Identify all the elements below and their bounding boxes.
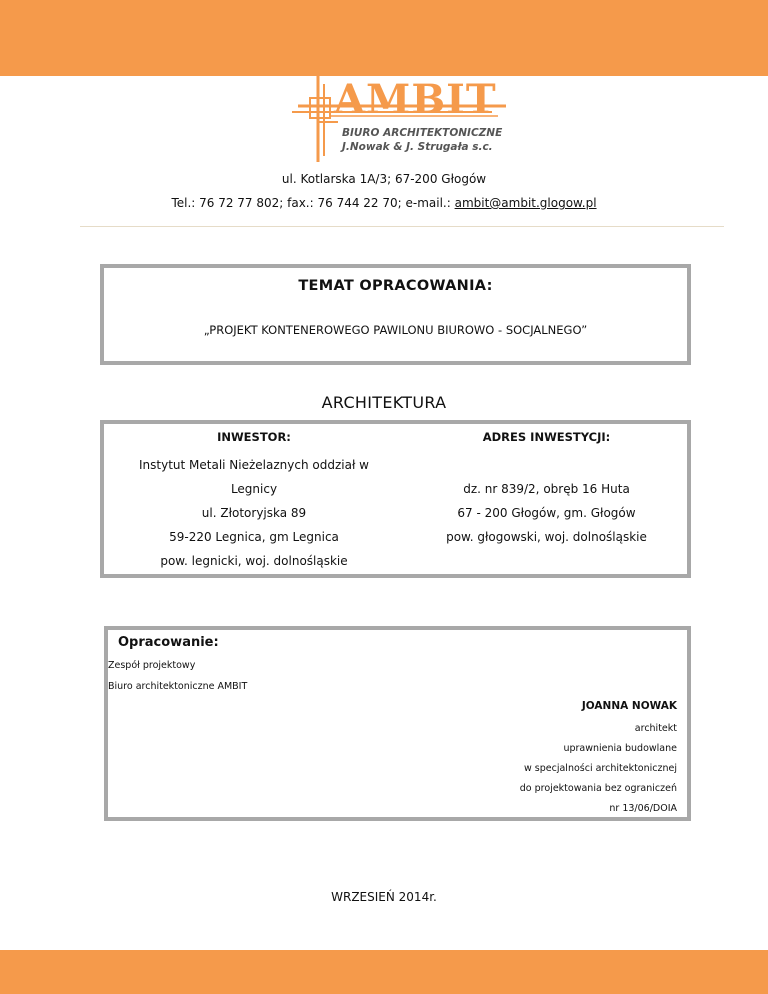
bottom-orange-band — [0, 950, 768, 994]
preparation-title: Opracowanie: — [118, 635, 219, 650]
header-divider — [80, 226, 724, 227]
investment-address-line: dz. nr 839/2, obręb 16 Huta — [463, 482, 630, 496]
design-office: Biuro architektoniczne AMBIT — [108, 681, 248, 692]
investor-line: Legnicy — [230, 482, 278, 496]
investor-line: Instytut Metali Nieżelaznych oddział w — [139, 458, 369, 472]
investor-column — [104, 424, 404, 574]
contact-phone-fax: Tel.: 76 72 77 802; fax.: 76 744 22 70; e-mail.: — [171, 196, 455, 210]
investor-box — [100, 420, 691, 578]
architect-credential: do projektowania bez ograniczeń — [519, 783, 677, 794]
investment-address-line: pow. głogowski, woj. dolnośląskie — [446, 530, 647, 544]
logo-owners: J.Nowak & J. Strugała s.c. — [342, 141, 493, 153]
architect-credential: architekt — [634, 723, 677, 734]
architect-name: JOANNA NOWAK — [581, 700, 677, 712]
email-link[interactable]: ambit@ambit.glogow.pl — [454, 196, 597, 210]
document-date: WRZESIEŃ 2014r. — [331, 890, 437, 904]
preparation-box — [104, 626, 691, 821]
design-team: Zespół projektowy — [108, 660, 196, 671]
logo-brand-name: AMBIT — [334, 76, 497, 123]
investor-line: ul. Złotoryjska 89 — [201, 506, 307, 520]
office-contact — [0, 196, 768, 210]
topic-subject: „PROJEKT KONTENEROWEGO PAWILONU BIUROWO - SOCJALNEGO” — [203, 323, 588, 337]
investor-line: pow. legnicki, woj. dolnośląskie — [160, 554, 348, 568]
license-number: nr 13/06/DOIA — [609, 803, 677, 814]
section-title: ARCHITEKTURA — [321, 393, 447, 412]
architect-credential: w specjalności architektonicznej — [524, 763, 677, 774]
investment-address-line: 67 - 200 Głogów, gm. Głogów — [457, 506, 636, 520]
investment-address-header: ADRES INWESTYCJI: — [482, 430, 611, 444]
investor-header: INWESTOR: — [217, 430, 291, 444]
top-orange-band — [0, 0, 768, 76]
architect-credential: uprawnienia budowlane — [563, 743, 677, 754]
investor-line: 59-220 Legnica, gm Legnica — [169, 530, 339, 544]
investment-address-column — [406, 424, 687, 574]
topic-title: TEMAT OPRACOWANIA: — [298, 278, 493, 294]
office-address: ul. Kotlarska 1A/3; 67-200 Głogów — [281, 172, 487, 186]
ambit-logo — [286, 76, 510, 162]
logo-office-name: BIURO ARCHITEKTONICZNE — [342, 127, 503, 139]
topic-box — [100, 264, 691, 365]
